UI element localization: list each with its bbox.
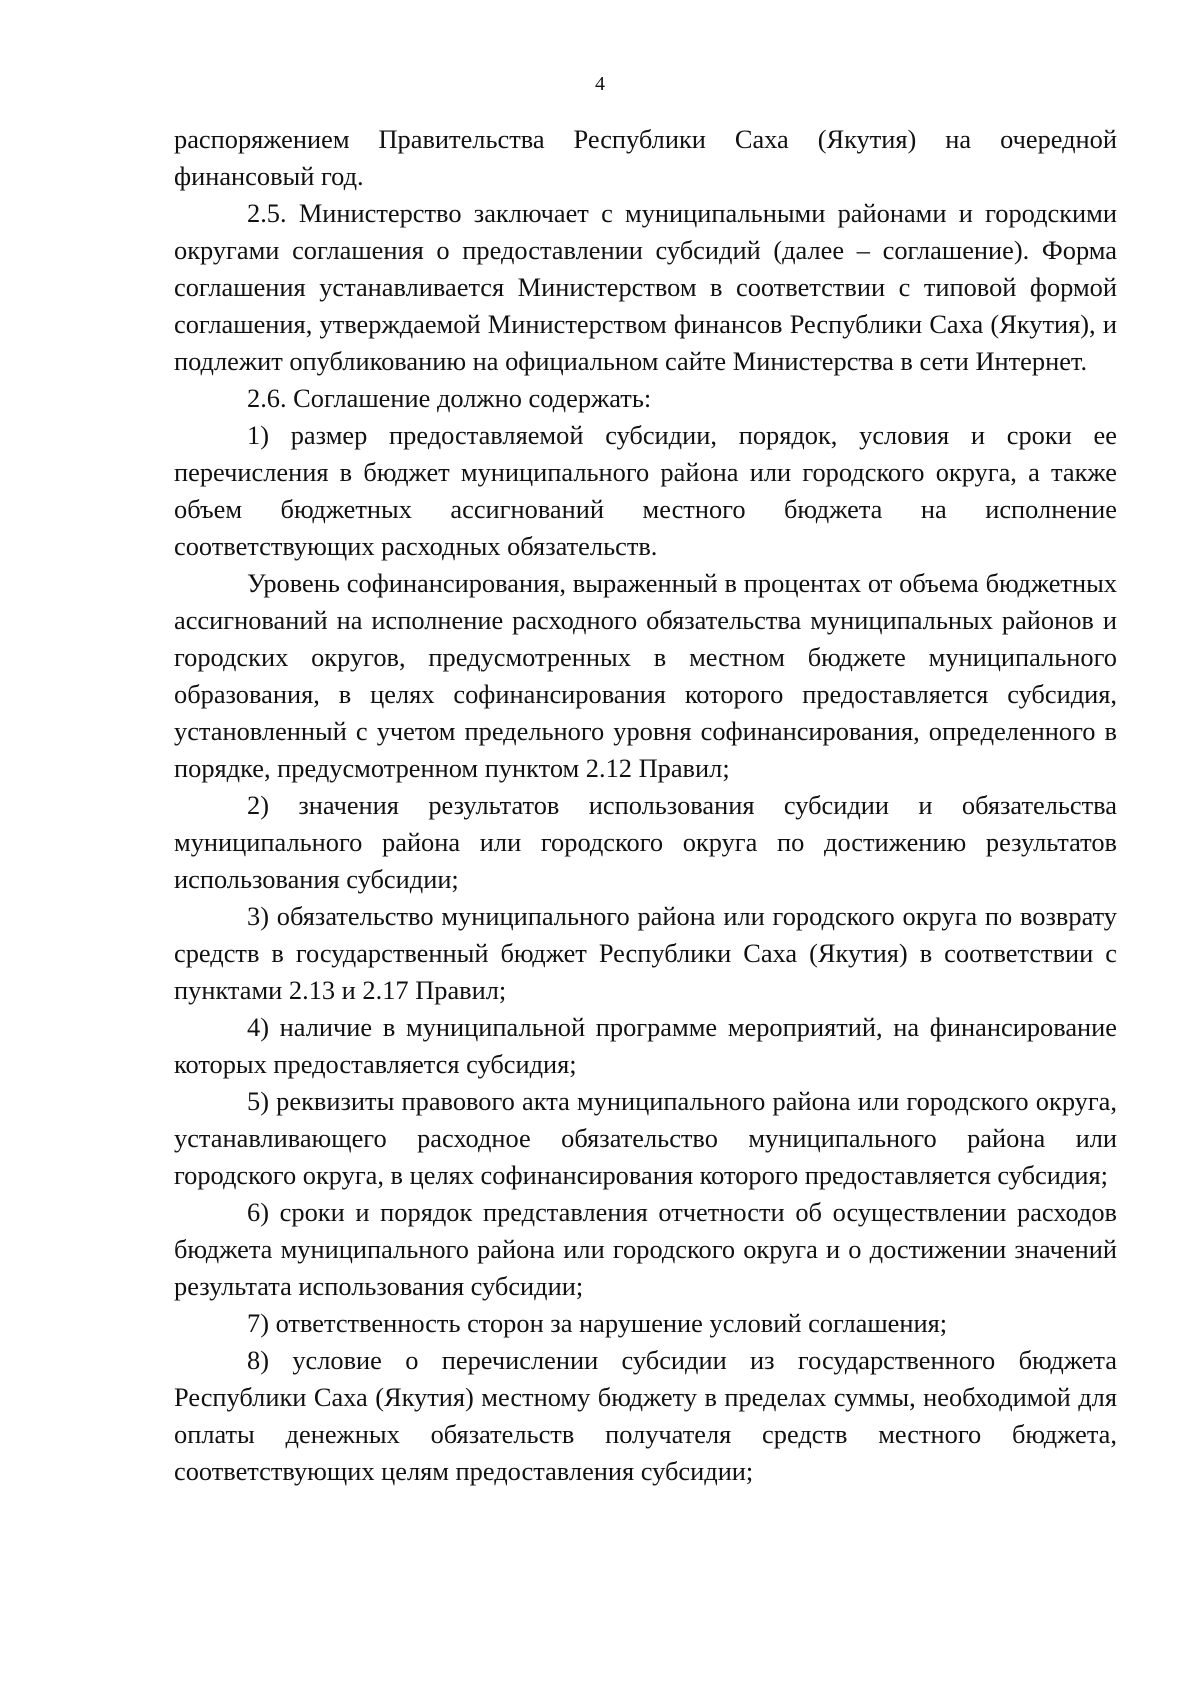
- paragraph-clause-2-5: 2.5. Министерство заключает с муниципальными районами и городскими округами соглашения о предоставлении субсидий (далее – соглашение). Форма соглашения устанавливается Министерством в соответствии с типовой формой соглашения, утверждаемой Министерством финансов Республики Саха (Якутия), и подлежит опубликованию на официальном сайте Министерства в сети Интернет.: [174, 198, 1117, 376]
- list-item-4: 4) наличие в муниципальной программе мероприятий, на финансирование которых предоставляется субсидия;: [174, 1012, 1117, 1079]
- list-item-6: 6) сроки и порядок представления отчетности об осуществлении расходов бюджета муниципального района или городского округа и о достижении значений результата использования субсидии;: [174, 1197, 1117, 1301]
- list-item-7: 7) ответственность сторон за нарушение условий соглашения;: [247, 1308, 948, 1338]
- list-item-8: 8) условие о перечислении субсидии из государственного бюджета Республики Саха (Якутия) местному бюджету в пределах суммы, необходимой для оплаты денежных обязательств получателя средств местного бюджета, соответствующих целям предоставления субсидии;: [174, 1345, 1117, 1486]
- paragraph-clause-2-6: 2.6. Соглашение должно содержать:: [247, 383, 652, 413]
- page-number: 4: [595, 73, 605, 95]
- list-item-2: 2) значения результатов использования субсидии и обязательства муниципального района или городского округа по достижению результатов использования субсидии;: [174, 790, 1117, 894]
- list-item-3: 3) обязательство муниципального района или городского округа по возврату средств в государственный бюджет Республики Саха (Якутия) в соответствии с пунктами 2.13 и 2.17 Правил;: [174, 901, 1117, 1005]
- list-item-5: 5) реквизиты правового акта муниципального района или городского округа, устанавливающего расходное обязательство муниципального района или городского округа, в целях софинансирования которого предоставляется субсидия;: [174, 1086, 1117, 1190]
- list-item-1: 1) размер предоставляемой субсидии, порядок, условия и сроки ее перечисления в бюджет муниципального района или городского округа, а также объем бюджетных ассигнований местного бюджета на исполнение соответствующих расходных обязательств.: [174, 420, 1117, 561]
- paragraph-cofinancing-level: Уровень софинансирования, выраженный в процентах от объема бюджетных ассигнований на исполнение расходного обязательства муниципальных районов и городских округов, предусмотренных в местном бюджете муниципального образования, в целях софинансирования которого предоставляется субсидия, установленный с учетом предельного уровня софинансирования, определенного в порядке, предусмотренном пунктом 2.12 Правил;: [174, 568, 1117, 783]
- paragraph-continuation: распоряжением Правительства Республики Саха (Якутия) на очередной финансовый год.: [174, 124, 1117, 191]
- document-body: [174, 121, 1117, 1490]
